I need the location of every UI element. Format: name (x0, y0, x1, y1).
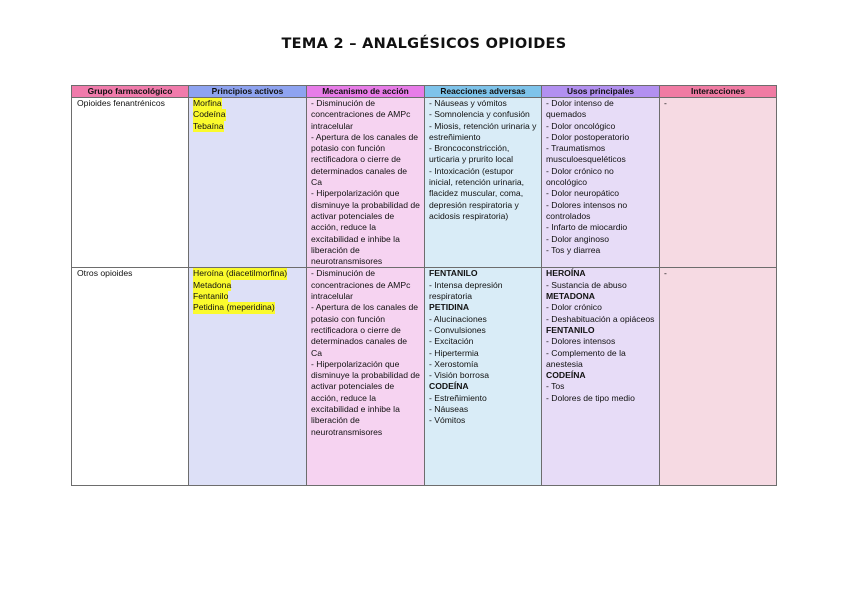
text-line: - Dolor anginoso (546, 233, 610, 244)
usos-text (546, 280, 655, 291)
header-row (72, 86, 777, 98)
principio-item: Heroína (diacetilmorfina) (193, 268, 288, 279)
page-title: TEMA 2 – ANALGÉSICOS OPIOIDES (281, 36, 567, 52)
text-line: - Disminución de concentraciones de AMPc intracelular (311, 98, 411, 131)
header-principios: Principios activos (189, 86, 307, 98)
drug-heading: FENTANILO (546, 324, 595, 335)
text-line: - Hiperpolarización que disminuye la probabilidad de activar potenciales de acción, reduce la excitabilidad e inhibe la liberación de neurotransmisores (311, 188, 420, 267)
mecanismo-text (311, 98, 420, 267)
drug-heading: METADONA (546, 291, 596, 302)
cell-interacciones: - (660, 98, 777, 268)
text-line: - Miosis, retención urinaria y estreñimiento (429, 120, 537, 142)
text-line: - Vómitos (429, 415, 466, 426)
usos-text (546, 336, 655, 370)
text-line: - Tos y diarrea (546, 244, 601, 255)
text-line: - Apertura de los canales de potasio con función rectificadora o cierre de determinados canales de Ca (311, 302, 419, 358)
header-mecanismo: Mecanismo de acción (307, 86, 425, 98)
text-line: - Dolores de tipo medio (546, 392, 635, 403)
opioid-table (71, 85, 777, 486)
drug-heading: CODEÍNA (546, 370, 586, 381)
drug-heading: HEROÍNA (546, 268, 586, 279)
reacciones-text (429, 280, 537, 303)
text-line: - Complemento de la anestesia (546, 347, 626, 369)
drug-heading: CODEÍNA (429, 381, 469, 392)
cell-usos (542, 268, 660, 486)
table-row (72, 268, 777, 486)
text-line: - Náuseas y vómitos (429, 98, 507, 108)
usos-text (546, 381, 655, 404)
usos-text (546, 302, 655, 325)
text-line: - Alucinaciones (429, 313, 487, 324)
text-line: - Hipertermia (429, 347, 479, 358)
text-line: - Somnolencia y confusión (429, 109, 530, 120)
text-line: - Intensa depresión respiratoria (429, 279, 503, 302)
text-line: - Dolores intensos (546, 336, 616, 347)
principio-item: Morfina (193, 98, 222, 108)
text-line: - Dolor neuropático (546, 188, 620, 199)
principio-item: Petidina (meperidina) (193, 302, 275, 313)
drug-heading: PETIDINA (429, 302, 470, 313)
header-interacciones: Interacciones (660, 86, 777, 98)
principio-item: Metadona (193, 279, 232, 290)
usos-text (546, 98, 655, 256)
header-usos: Usos principales (542, 86, 660, 98)
text-line: - Visión borrosa (429, 370, 490, 381)
cell-interacciones: - (660, 268, 777, 486)
cell-usos (542, 98, 660, 268)
header-grupo: Grupo farmacológico (72, 86, 189, 98)
principio-item: Codeína (193, 109, 226, 120)
text-line: - Dolor intenso de quemados (546, 98, 614, 120)
text-line: - Dolor oncológico (546, 120, 616, 131)
text-line: - Sustancia de abuso (546, 279, 627, 290)
text-line: - Dolor crónico (546, 302, 602, 313)
cell-grupo: Opioides fenantrénicos (72, 98, 189, 268)
principio-item: Fentanilo (193, 291, 229, 302)
cell-reacciones (425, 268, 542, 486)
mecanismo-text (311, 268, 420, 437)
cell-grupo: Otros opioides (72, 268, 189, 486)
reacciones-text (429, 314, 537, 382)
drug-heading: FENTANILO (429, 268, 478, 279)
text-line: - Xerostomía (429, 358, 479, 369)
cell-principios (189, 98, 307, 268)
text-line: - Infarto de miocardio (546, 222, 628, 233)
header-reacciones: Reacciones adversas (425, 86, 542, 98)
text-line: - Hiperpolarización que disminuye la probabilidad de activar potenciales de acción, reduce la excitabilidad e inhibe la liberación de neurotransmisores (311, 358, 420, 437)
text-line: - Disminución de concentraciones de AMPc intracelular (311, 268, 411, 302)
text-line: - Estreñimiento (429, 392, 487, 403)
text-line: - Tos (546, 381, 565, 392)
cell-reacciones (425, 98, 542, 268)
text-line: - Deshabituación a opiáceos (546, 313, 655, 324)
reacciones-text (429, 393, 537, 427)
principio-item: Tebaína (193, 120, 224, 131)
text-line: - Intoxicación (estupor inicial, retención urinaria, flacidez muscular, coma, depresión respiratoria y acidosis respiratoria) (429, 165, 525, 221)
cell-mecanismo (307, 98, 425, 268)
text-line: - Dolores intensos no controlados (546, 199, 628, 221)
text-line: - Broncoconstricción, urticaria y prurito local (429, 143, 514, 165)
reacciones-text (429, 98, 537, 222)
text-line: - Apertura de los canales de potasio con función rectificadora o cierre de determinados canales de Ca (311, 131, 419, 188)
text-line: - Náuseas (429, 404, 469, 415)
table-row (72, 98, 777, 268)
text-line: - Excitación (429, 336, 474, 347)
text-line: - Dolor postoperatorio (546, 131, 630, 142)
cell-principios (189, 268, 307, 486)
text-line: - Convulsiones (429, 324, 486, 335)
text-line: - Dolor crónico no oncológico (546, 165, 614, 188)
text-line: - Traumatismos musculoesqueléticos (546, 143, 626, 165)
cell-mecanismo (307, 268, 425, 486)
